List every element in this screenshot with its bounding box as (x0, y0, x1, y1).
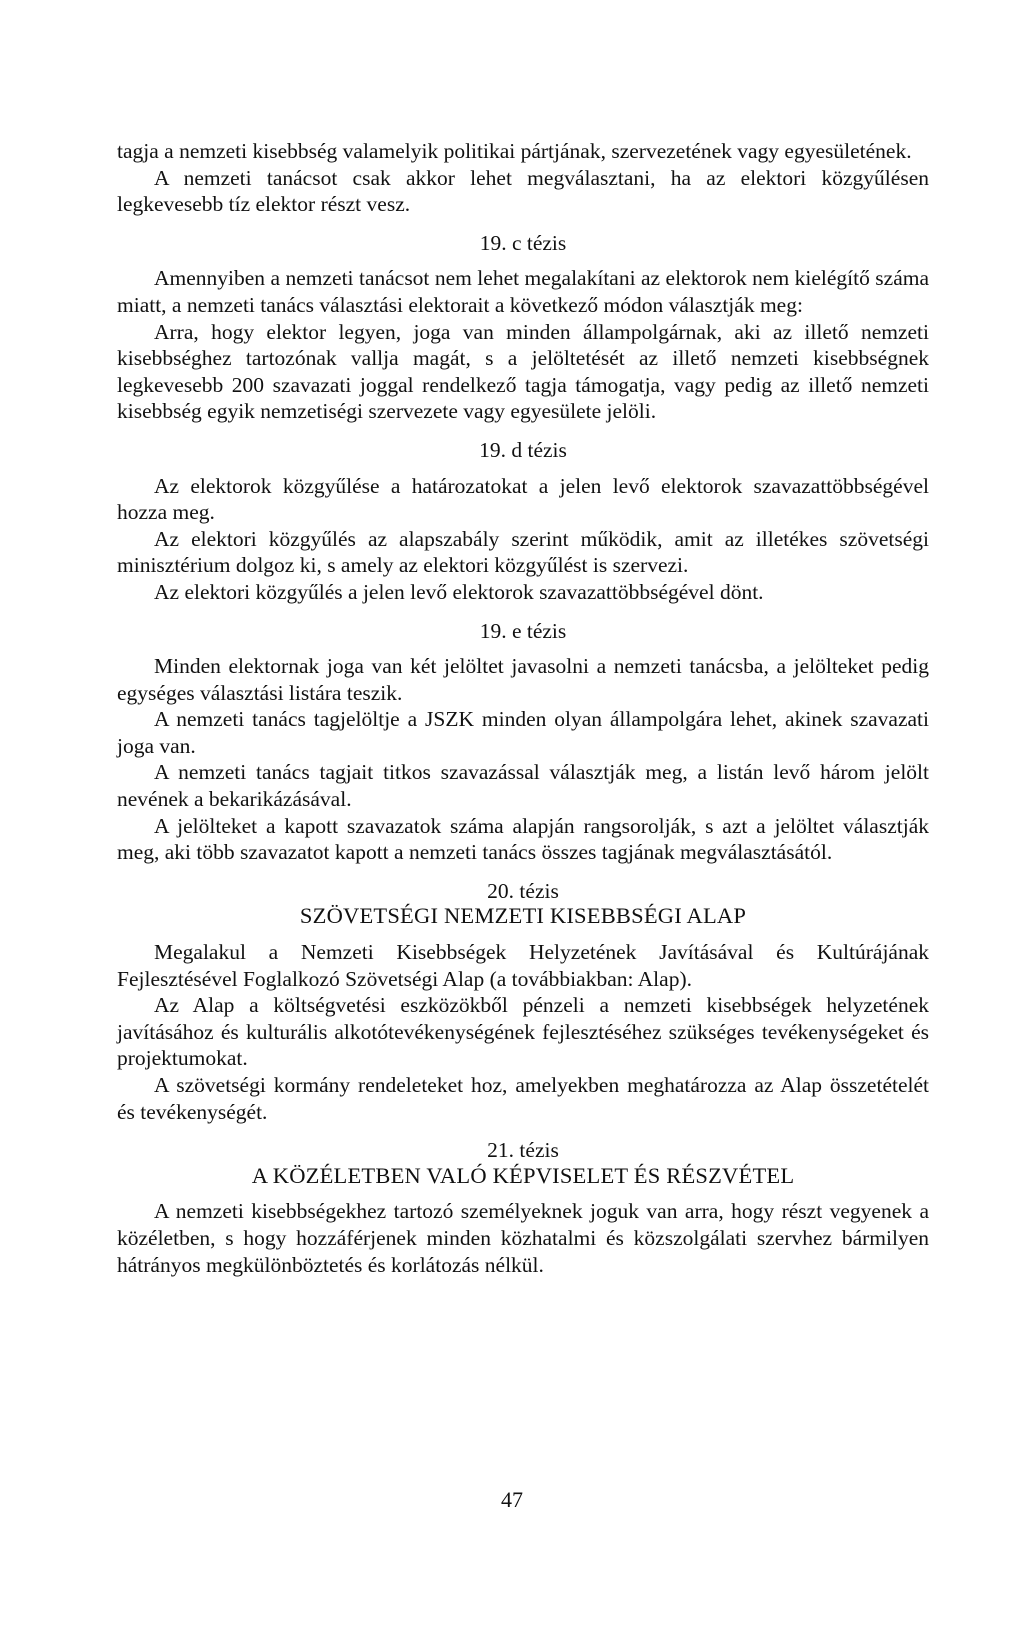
page-body (117, 138, 929, 1278)
paragraph: A nemzeti tanács tagjait titkos szavazással választják meg, a listán levő három jelölt nevének a bekarikázásával. (117, 760, 929, 812)
paragraph: Amennyiben a nemzeti tanácsot nem lehet megalakítani az elektorok nem kielégítő száma miatt, a nemzeti tanács választási elektorait a következő módon választják meg: (117, 266, 929, 317)
thesis-heading-19d: 19. d tézis (479, 437, 567, 462)
paragraph: Az Alap a költségvetési eszközökből pénzeli a nemzeti kisebbségek helyzetének javításához és kulturális alkotótevékenységének fejlesztéséhez szükséges tevékenységeket és projektumokat. (117, 993, 929, 1071)
thesis-heading-21: 21. tézis (487, 1138, 559, 1163)
paragraph-continuation: tagja a nemzeti kisebbség valamelyik politikai pártjának, szervezetének vagy egyesületének. (117, 139, 912, 163)
paragraph: A jelölteket a kapott szavazatok száma alapján rangsorolják, s azt a jelöltet választják meg, aki több szavazatot kapott a nemzeti tanács összes tagjának megválasztásától. (117, 813, 929, 865)
paragraph: Minden elektornak joga van két jelöltet javasolni a nemzeti tanácsba, a jelölteket pedig egységes választási listára teszik. (117, 654, 929, 705)
paragraph: Arra, hogy elektor legyen, joga van minden állampolgárnak, aki az illető nemzeti kisebbséghez tartozónak vallja magát, s a jelöltetését az illető nemzeti kisebbségnek legkevesebb 200 szavazati joggal rendelkező tagja támogatja, vagy pedig az illető nemzeti kisebbség egyik nemzetiségi szervezete vagy egyesülete jelöli. (117, 319, 929, 424)
section-title-21: A KÖZÉLETBEN VALÓ KÉPVISELET ÉS RÉSZVÉTEL (251, 1162, 795, 1188)
paragraph: A szövetségi kormány rendeleteket hoz, amelyekben meghatározza az Alap összetételét és tevékenységét. (117, 1073, 929, 1124)
thesis-heading-20: 20. tézis (487, 878, 559, 903)
paragraph: Az elektori közgyűlés a jelen levő elektorok szavazattöbbségével dönt. (154, 579, 764, 604)
paragraph: Az elektori közgyűlés az alapszabály szerint működik, amit az illetékes szövetségi minisztérium dolgoz ki, s amely az elektori közgyűlést is szervezi. (117, 526, 929, 578)
paragraph: Az elektorok közgyűlése a határozatokat a jelen levő elektorok szavazattöbbségével hozza meg. (117, 473, 929, 525)
paragraph: A nemzeti tanácsot csak akkor lehet megválasztani, ha az elektori közgyűlésen legkevesebb tíz elektor részt vesz. (117, 165, 929, 217)
paragraph: A nemzeti tanács tagjelöltje a JSZK minden olyan állampolgára lehet, akinek szavazati joga van. (117, 707, 929, 758)
thesis-heading-19e: 19. e tézis (479, 618, 567, 643)
paragraph: Megalakul a Nemzeti Kisebbségek Helyzetének Javításával és Kultúrájának Fejlesztésével Foglalkozó Szövetségi Alap (a továbbiakban: Alap). (117, 940, 929, 991)
thesis-heading-19c: 19. c tézis (479, 230, 567, 255)
section-title-20: SZÖVETSÉGI NEMZETI KISEBBSÉGI ALAP (299, 903, 747, 929)
page-number: 47 (501, 1487, 523, 1512)
paragraph: A nemzeti kisebbségekhez tartozó személyeknek joguk van arra, hogy részt vegyenek a közéletben, s hogy hozzáférjenek minden közhatalmi és közszolgálati szervhez bármilyen hátrányos megkülönböztetés és korlátozás nélkül. (117, 1199, 929, 1277)
